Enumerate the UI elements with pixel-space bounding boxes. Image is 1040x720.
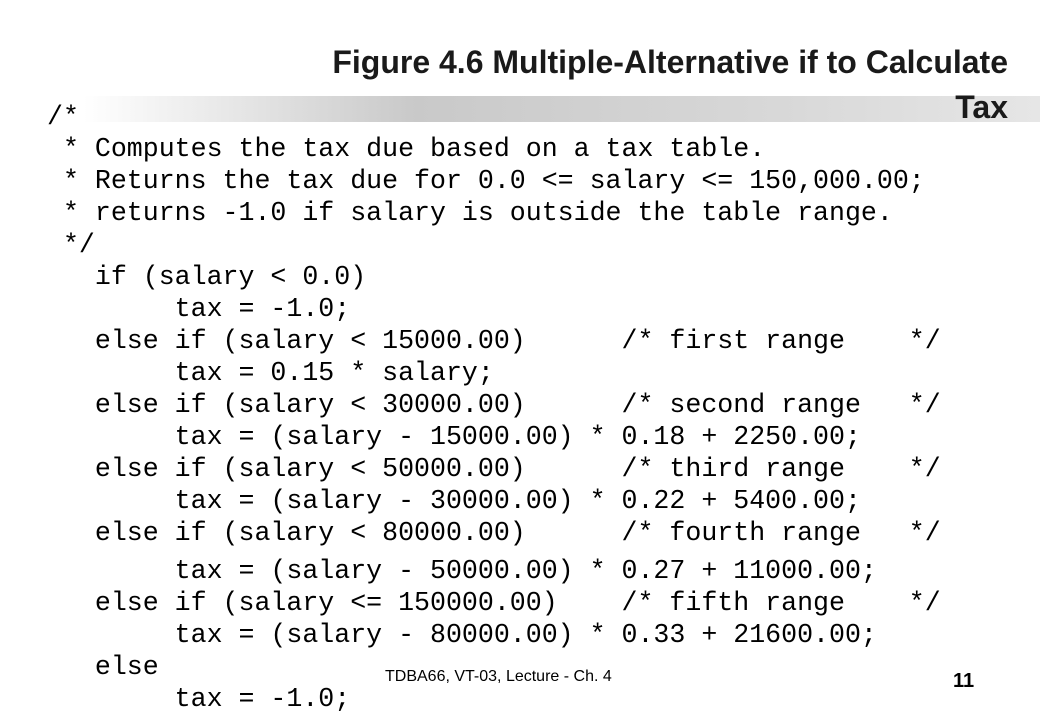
slide-title-line-2: Tax bbox=[955, 89, 1008, 125]
code-line: tax = 0.15 * salary; bbox=[47, 358, 494, 388]
code-line: tax = (salary - 15000.00) * 0.18 + 2250.00; bbox=[47, 422, 861, 452]
code-line: else bbox=[47, 652, 159, 682]
code-line: */ bbox=[47, 230, 95, 260]
code-line: * returns -1.0 if salary is outside the table range. bbox=[47, 198, 893, 228]
code-line: * Returns the tax due for 0.0 <= salary <= 150,000.00; bbox=[47, 166, 925, 196]
code-line: tax = (salary - 30000.00) * 0.22 + 5400.00; bbox=[47, 486, 861, 516]
code-line: else if (salary < 50000.00) /* third range */ bbox=[47, 454, 941, 484]
code-line: else if (salary < 30000.00) /* second range */ bbox=[47, 390, 941, 420]
code-line: tax = (salary - 80000.00) * 0.33 + 21600.00; bbox=[47, 620, 877, 650]
code-line: tax = -1.0; bbox=[47, 684, 351, 714]
code-line: tax = -1.0; bbox=[47, 294, 351, 324]
code-line: tax = (salary - 50000.00) * 0.27 + 11000.00; bbox=[47, 556, 877, 586]
code-line: else if (salary < 15000.00) /* first range */ bbox=[47, 326, 941, 356]
slide-footer: TDBA66, VT-03, Lecture - Ch. 4 bbox=[385, 668, 612, 685]
code-line: else if (salary < 80000.00) /* fourth range */ bbox=[47, 518, 941, 548]
page-number: 11 bbox=[953, 670, 975, 692]
code-line: if (salary < 0.0) bbox=[47, 262, 367, 292]
code-line: * Computes the tax due based on a tax table. bbox=[47, 134, 766, 164]
slide-title-line-1: Figure 4.6 Multiple-Alternative if to Calculate bbox=[332, 44, 1008, 80]
code-line: /* bbox=[47, 102, 79, 132]
code-listing bbox=[47, 101, 941, 715]
code-line: else if (salary <= 150000.00) /* fifth range */ bbox=[47, 588, 941, 618]
